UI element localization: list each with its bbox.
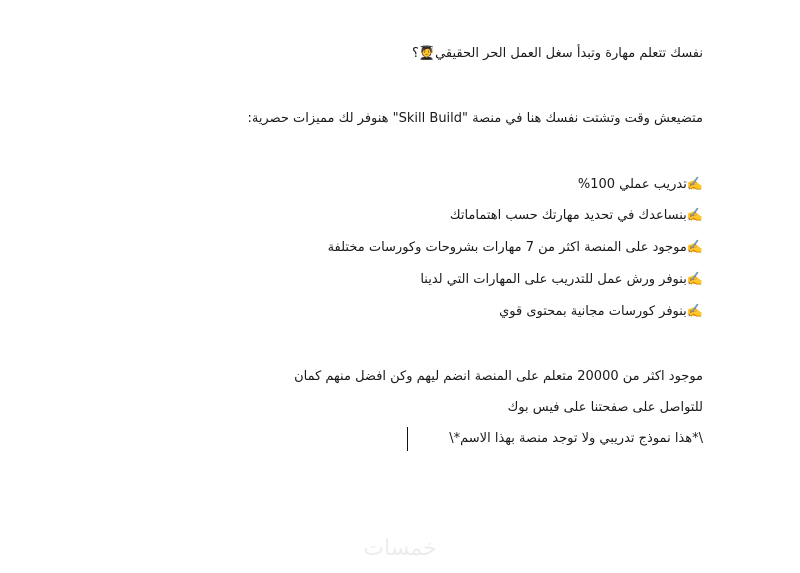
feature-item [420,271,703,289]
feature-item [578,176,703,194]
writing-hand-icon: ✍️ [686,240,703,255]
learners-paragraph: موجود اكثر من 20000 متعلم على المنصة انضم ليهم وكن افضل منهم كمان [294,369,703,384]
text-cursor [407,427,408,451]
writing-hand-icon: ✍️ [686,272,703,287]
headline-question: نفسك تتعلم مهارة وتبدأ سغل العمل الحر الحقيقي🧑‍🎓؟ [411,46,703,61]
writing-hand-icon: ✍️ [686,304,703,319]
intro-paragraph: متضيعش وقت وتشتت نفسك هنا في منصة "Skill Build" هنوفر لك مميزات حصرية: [247,111,703,126]
feature-item [499,303,703,321]
feature-text: موجود على المنصة اكثر من 7 مهارات بشروحات وكورسات مختلفة [327,240,687,255]
feature-item [328,239,703,257]
feature-text: بنوفر ورش عمل للتدريب على المهارات التي لدينا [420,272,687,287]
feature-text: بنوفر كورسات مجانية بمحتوى قوي [499,304,687,319]
disclaimer-line: \*هذا نموذج تدريبي ولا توجد منصة بهذا الاسم*\ [449,431,703,446]
writing-hand-icon: ✍️ [686,208,703,223]
watermark-logo: خمسات [363,536,437,561]
feature-text: تدريب عملي 100% [577,177,687,192]
contact-line: للتواصل على صفحتنا على فيس بوك [507,400,703,415]
feature-item [450,207,703,225]
feature-text: بنساعدك في تحديد مهارتك حسب اهتماماتك [449,208,687,223]
writing-hand-icon: ✍️ [686,177,703,192]
